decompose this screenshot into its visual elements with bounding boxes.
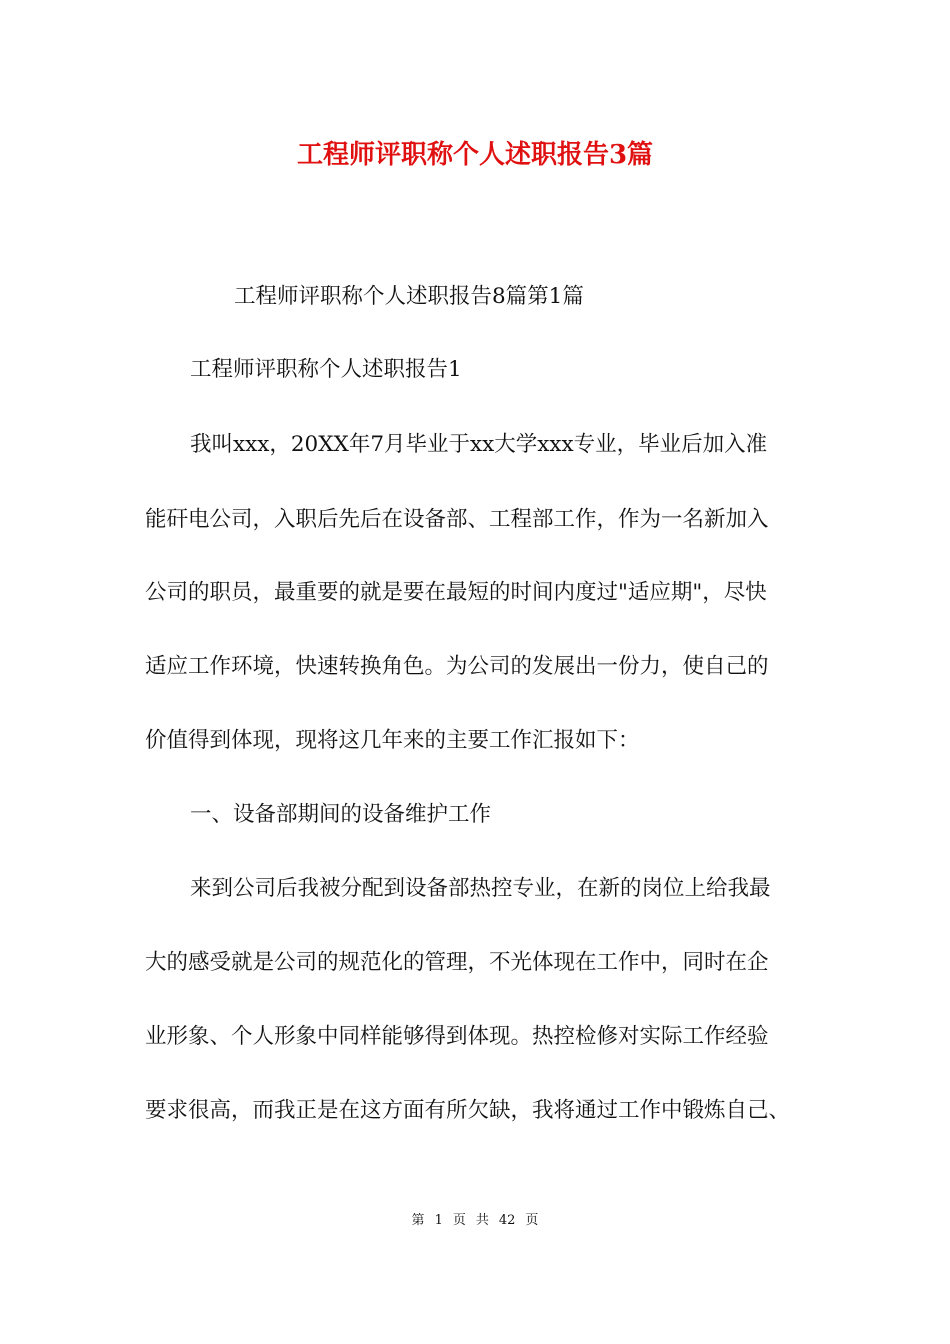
paragraph-line: 业形象、个人形象中同样能够得到体现。热控检修对实际工作经验: [145, 1024, 769, 1049]
footer-label: 第: [411, 1213, 425, 1228]
section-heading: 工程师评职称个人述职报告8篇第1篇: [234, 284, 584, 309]
footer-label: 共: [475, 1213, 489, 1228]
document-title: 工程师评职称个人述职报告3篇: [296, 140, 654, 170]
page-footer: [0, 1209, 950, 1228]
page-number-current: 1: [434, 1213, 443, 1228]
paragraph-line: 公司的职员，最重要的就是要在最短的时间内度过"适应期"，尽快: [145, 580, 767, 605]
paragraph-line: 价值得到体现，现将这几年来的主要工作汇报如下：: [145, 728, 640, 753]
paragraph-line: 来到公司后我被分配到设备部热控专业，在新的岗位上给我最: [190, 876, 771, 901]
paragraph-line: 大的感受就是公司的规范化的管理，不光体现在工作中，同时在企: [145, 950, 769, 975]
section-heading-1: 一、设备部期间的设备维护工作: [190, 802, 492, 827]
paragraph-line: 我叫xxx，20XX年7月毕业于xx大学xxx专业，毕业后加入准: [190, 432, 768, 457]
footer-label: 页: [452, 1213, 466, 1228]
paragraph-line: 能矸电公司，入职后先后在设备部、工程部工作，作为一名新加入: [145, 507, 769, 532]
paragraph-line: 要求很高，而我正是在这方面有所欠缺，我将通过工作中锻炼自己、: [145, 1098, 791, 1123]
page-number-total: 42: [498, 1213, 516, 1228]
paragraph-line: 适应工作环境，快速转换角色。为公司的发展出一份力，使自己的: [145, 654, 769, 679]
footer-label: 页: [525, 1213, 539, 1228]
sub-heading: 工程师评职称个人述职报告1: [190, 357, 462, 382]
